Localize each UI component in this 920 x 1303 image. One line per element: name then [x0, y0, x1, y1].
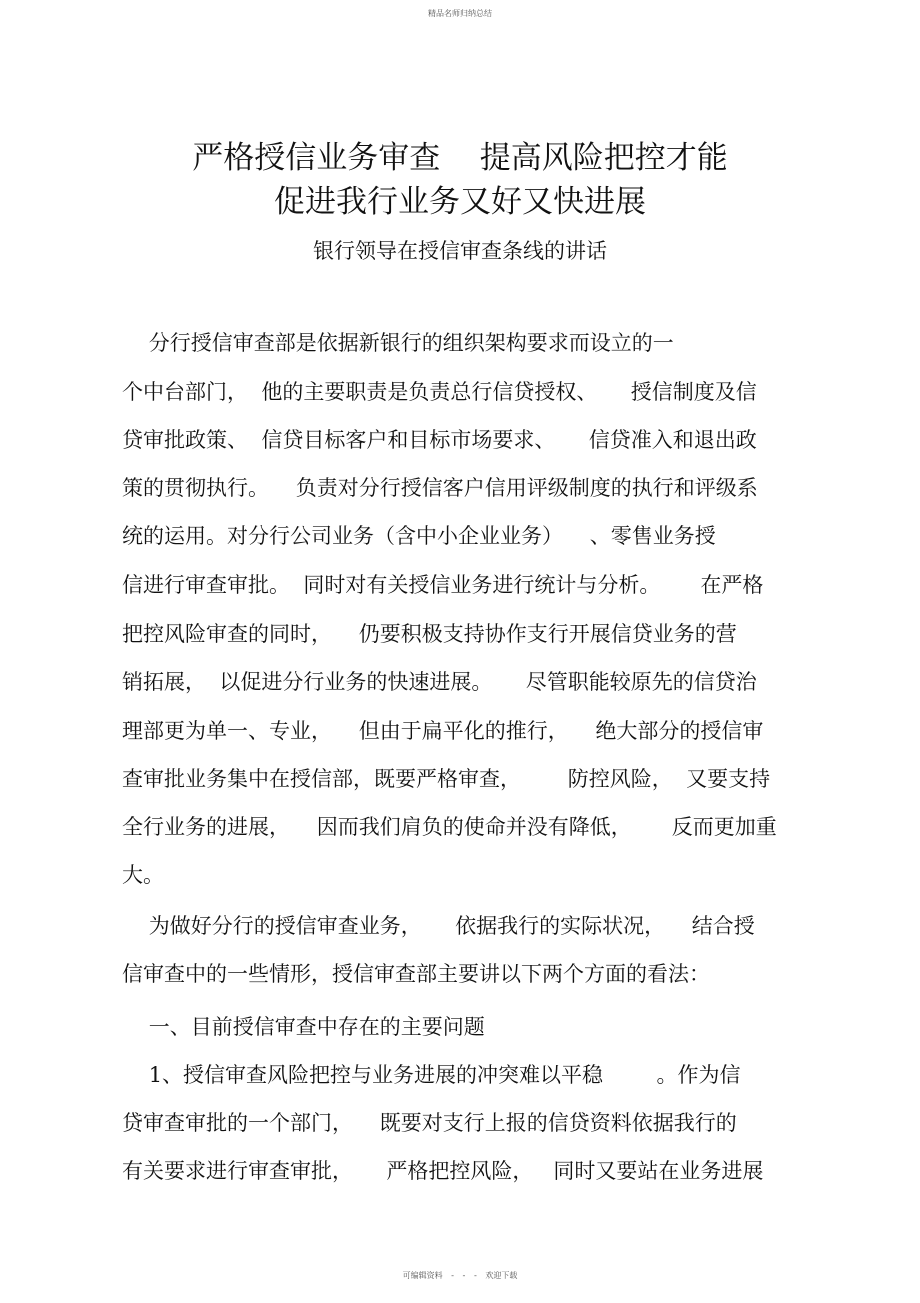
- body-line: 理部更为单一、专业， 但由于扁平化的推行， 绝大部分的授信审: [122, 719, 764, 743]
- body-line: 大。: [122, 863, 164, 887]
- header-watermark: 精品名师归纳总结: [428, 9, 492, 18]
- document-title-line-2: 促进我行业务又好又快进展: [274, 184, 646, 220]
- body-line: 把控风险审查的同时， 仍要积极支持协作支行开展信贷业务的营: [122, 622, 737, 646]
- body-line: 统的运用。对分行公司业务（含中小企业业务） 、零售业务授: [122, 524, 716, 548]
- body-line: 信进行审查审批。 同时对有关授信业务进行统计与分析。 在严格: [122, 573, 764, 597]
- document-title-line-1: 严格授信业务审查 提高风险把控才能: [192, 140, 728, 176]
- footer-watermark: 可编辑资料 - - - 欢迎下载: [402, 1271, 518, 1280]
- body-line: 查审批业务集中在授信部，既要严格审查， 防控风险， 又要支持: [122, 767, 771, 791]
- body-line: 信审查中的一些情形，授信审查部主要讲以下两个方面的看法：: [122, 962, 710, 986]
- body-line: 为做好分行的授信审查业务， 依据我行的实际状况， 结合授: [122, 914, 755, 938]
- body-line: 策的贯彻执行。 负责对分行授信客户信用评级制度的执行和评级系: [122, 476, 758, 500]
- body-line: 1、授信审查风险把控与业务进展的冲突难以平稳 。作为信: [122, 1063, 741, 1087]
- body-line: 分行授信审查部是依据新银行的组织架构要求而设立的一: [122, 331, 674, 355]
- body-line: 销拓展， 以促进分行业务的快速进展。 尽管职能较原先的信贷治: [122, 670, 757, 694]
- section-heading: 一、目前授信审查中存在的主要问题: [122, 1015, 485, 1039]
- body-line: 个中台部门， 他的主要职责是负责总行信贷授权、 授信制度及信: [122, 380, 757, 404]
- document-subtitle: 银行领导在授信审查条线的讲话: [313, 239, 607, 263]
- body-line: 全行业务的进展， 因而我们肩负的使命并没有降低， 反而更加重: [122, 815, 777, 839]
- body-line: 贷审批政策、 信贷目标客户和目标市场要求、 信贷准入和退出政: [122, 428, 757, 452]
- body-line: 有关要求进行审查审批， 严格把控风险， 同时又要站在业务进展: [122, 1159, 764, 1183]
- body-line: 贷审查审批的一个部门， 既要对支行上报的信贷资料依据我行的: [122, 1111, 737, 1135]
